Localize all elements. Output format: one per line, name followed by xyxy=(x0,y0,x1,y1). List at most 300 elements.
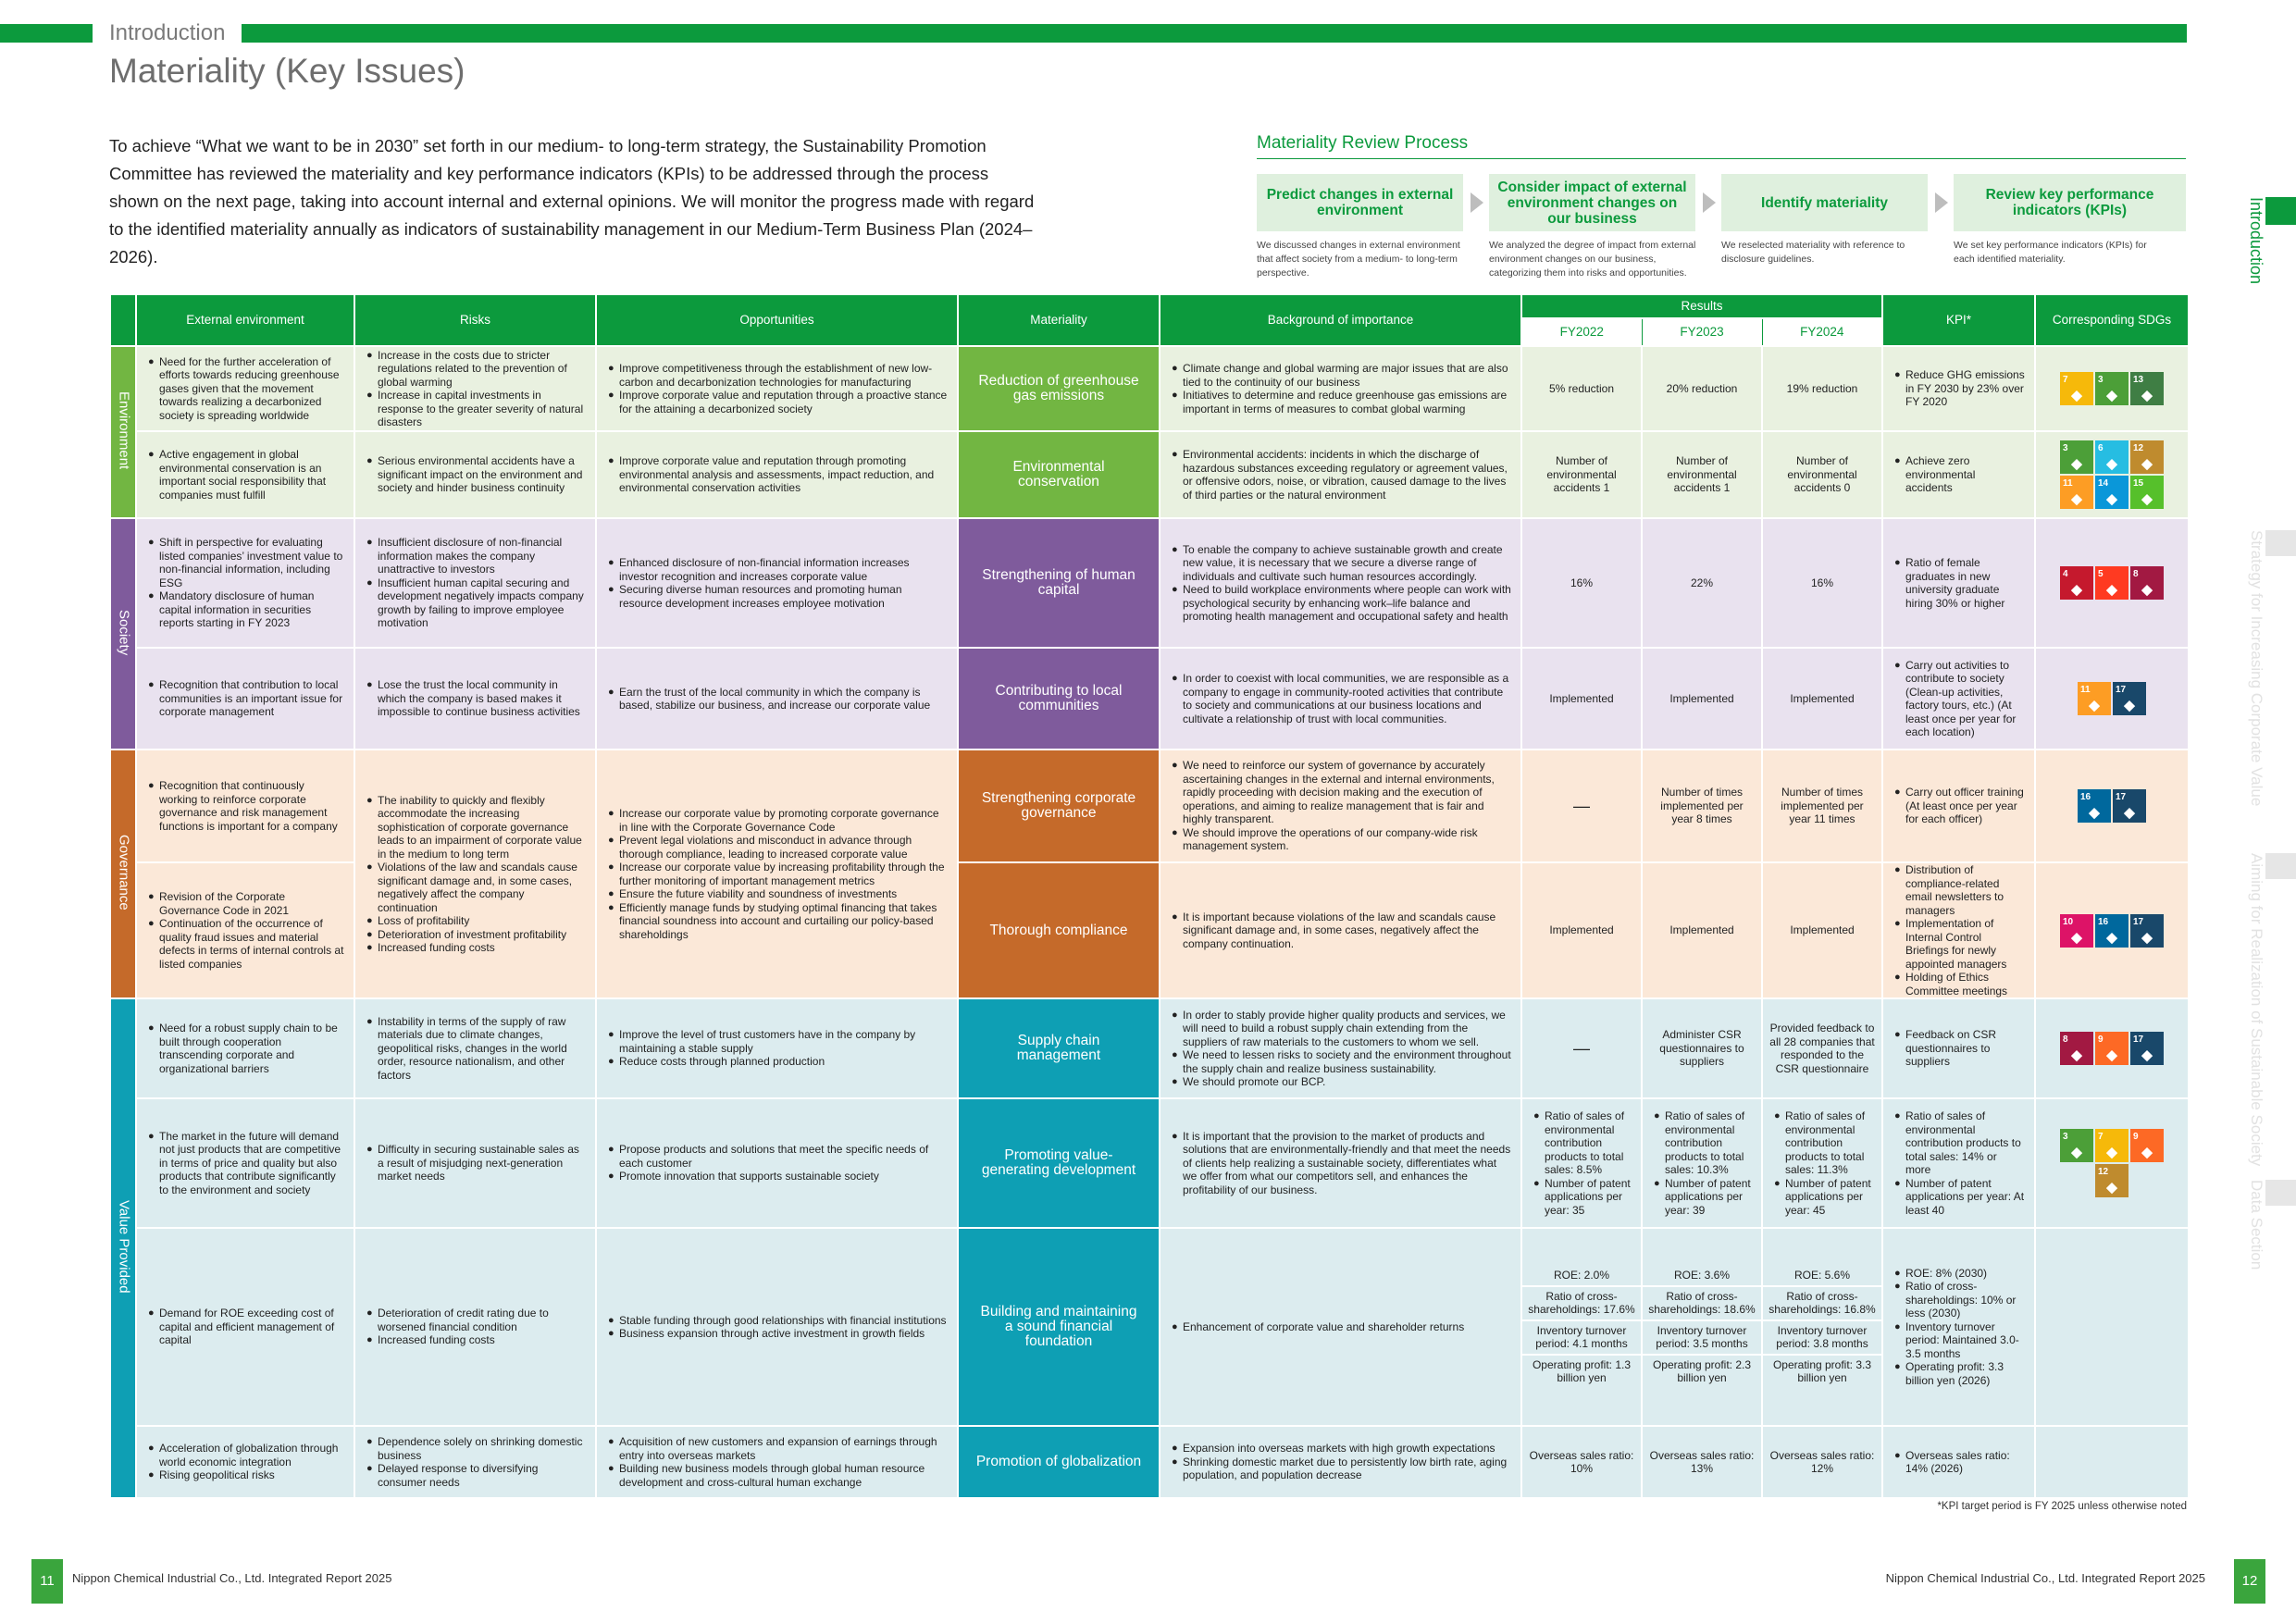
bullet-list xyxy=(359,678,591,719)
sdg-icons xyxy=(2036,1129,2188,1197)
bullet-list xyxy=(141,779,350,833)
sdg-goal-17-icon: 17 ◆ xyxy=(2113,682,2146,715)
external-cell xyxy=(136,648,354,750)
bullet-item: ● Number of patent applications per year: 45 xyxy=(1776,1177,1872,1218)
sdg-goal-10-icon: 10 ◆ xyxy=(2060,914,2093,948)
bullet-item: ● Environmental accidents: incidents in which the discharge of hazardous substances exceeding regulatory or agreement values, or offensive odors, noise, or vibration, caused damage to the lives of third parties or the natural environment xyxy=(1173,448,1511,502)
review-step-label: Consider impact of external environment changes on our business xyxy=(1489,174,1695,231)
bullet-item: ● Need for the further acceleration of efforts towards reducing greenhouse gases given that the movement towards realizing a decarbonized society is spreading worldwide xyxy=(150,355,344,423)
category-label: Environment xyxy=(116,391,132,470)
materiality-cell: Promotion of globalization xyxy=(958,1426,1160,1498)
bullet-item: ● Increased funding costs xyxy=(368,941,586,955)
bullet-item: ● Operating profit: 3.3 billion yen (2026) xyxy=(1896,1360,2025,1387)
bullet-item: ● Enhanced disclosure of non-financial information increases investor recognition and increases corporate value xyxy=(610,556,948,583)
bullet-list xyxy=(141,678,350,719)
sdgs-cell xyxy=(2035,998,2189,1098)
footnote: *KPI target period is FY 2025 unless otherwise noted xyxy=(1937,1501,2187,1512)
sdg-goal-11-icon: 11 ◆ xyxy=(2078,682,2111,715)
materiality-cell: Building and maintaining a sound financial foundation xyxy=(958,1228,1160,1426)
external-cell xyxy=(136,518,354,648)
result-subvalue: Operating profit: 2.3 billion yen xyxy=(1643,1354,1761,1388)
bullet-item: ● Delayed response to diversifying consumer needs xyxy=(368,1462,586,1489)
result-subvalue: Ratio of cross-shareholdings: 16.8% xyxy=(1763,1285,1881,1319)
review-step xyxy=(1257,174,1489,280)
result-cell: Overseas sales ratio: 12% xyxy=(1762,1426,1882,1498)
bullet-item: ● Mandatory disclosure of human capital information in securities reports starting in FY 2023 xyxy=(150,589,344,630)
col-header-opportunities: Opportunities xyxy=(596,294,958,346)
bullet-list xyxy=(1887,556,2030,610)
background-cell xyxy=(1160,346,1521,431)
result-subvalue: Inventory turnover period: 3.5 months xyxy=(1643,1319,1761,1354)
bullet-list xyxy=(359,1307,591,1347)
risks-cell xyxy=(354,1098,596,1228)
bullet-item: ● Improve the level of trust customers have in the company by maintaining a stable supply xyxy=(610,1028,948,1055)
sdg-goal-9-icon: 9 ◆ xyxy=(2095,1032,2128,1065)
sdg-goal-6-icon: 6 ◆ xyxy=(2095,440,2128,474)
result-subvalue: Inventory turnover period: 4.1 months xyxy=(1522,1319,1641,1354)
bullet-item: ● The market in the future will demand not just products that are competitive in terms of price and quality but also products that contribute significantly to the environment and society xyxy=(150,1130,344,1197)
bullet-list xyxy=(141,355,350,423)
kpi-cell xyxy=(1882,1098,2035,1228)
external-cell xyxy=(136,998,354,1098)
risks-cell xyxy=(354,1228,596,1426)
background-cell xyxy=(1160,431,1521,518)
bullet-item: ● Propose products and solutions that meet the specific needs of each customer xyxy=(610,1143,948,1170)
sdgs-cell xyxy=(2035,1426,2189,1498)
bullet-item: ● Serious environmental accidents have a significant impact on the environment and society and hinder business continuity xyxy=(368,454,586,495)
kpi-cell xyxy=(1882,862,2035,998)
col-header-external: External environment xyxy=(136,294,354,346)
bullet-item: ● Carry out officer training (At least once per year for each officer) xyxy=(1896,786,2025,826)
background-cell xyxy=(1160,750,1521,862)
bullet-item: ● Recognition that contribution to local communities is an important issue for corporate management xyxy=(150,678,344,719)
bullet-item: ● Recognition that continuously working to reinforce corporate governance and risk management functions is important for a company xyxy=(150,779,344,833)
bullet-item: ● In order to stably provide higher quality products and services, we will need to build a robust supply chain extending from the suppliers of raw materials to the customers to whom we sell. xyxy=(1173,1009,1511,1049)
bullet-item: ● Reduce costs through planned production xyxy=(610,1055,948,1069)
bullet-item: ● Number of patent applications per year: 39 xyxy=(1656,1177,1752,1218)
table-row xyxy=(110,1228,2189,1426)
bullet-item: ● Shift in perspective for evaluating listed companies’ investment value to non-financial information, including ESG xyxy=(150,536,344,589)
review-step-desc: We analyzed the degree of impact from external environment changes on our business, categorizing them into risks and opportunities. xyxy=(1489,240,1696,279)
bullet-list xyxy=(1164,1009,1517,1089)
bullet-item: ● Achieve zero environmental accidents xyxy=(1896,454,2025,495)
external-cell xyxy=(136,1228,354,1426)
bullet-item: ● We need to lessen risks to society and the environment throughout the supply chain and realize business sustainability. xyxy=(1173,1048,1511,1075)
sdgs-cell xyxy=(2035,1228,2189,1426)
bullet-list xyxy=(601,556,953,610)
col-header-kpi: KPI* xyxy=(1882,294,2035,346)
sdg-goal-7-icon: 7 ◆ xyxy=(2060,372,2093,405)
result-cell: Overseas sales ratio: 10% xyxy=(1521,1426,1642,1498)
opportunities-cell xyxy=(596,346,958,431)
sdg-goal-9-icon: 9 ◆ xyxy=(2130,1129,2164,1162)
sdg-icons xyxy=(2036,372,2188,405)
bullet-list xyxy=(141,1130,350,1197)
category-label: Society xyxy=(116,609,132,655)
bullet-item: ● Instability in terms of the supply of raw materials due to climate changes, geopolitical risks, changes in the world order, resource nationalism, and other factors xyxy=(368,1015,586,1083)
result-subvalue: Ratio of cross-shareholdings: 17.6% xyxy=(1522,1285,1641,1319)
bullet-list xyxy=(141,1022,350,1075)
bullet-list xyxy=(601,686,953,712)
opportunities-cell xyxy=(596,648,958,750)
sdg-goal-17-icon: 17 ◆ xyxy=(2130,914,2164,948)
result-cell: Implemented xyxy=(1521,862,1642,998)
bullet-item: ● Efficiently manage funds by studying optimal financing that takes financial soundness into account and curtailing our policy-based shareholdings xyxy=(610,901,948,942)
sdg-icons xyxy=(2036,682,2188,715)
table-row xyxy=(110,518,2189,648)
result-cell: Implemented xyxy=(1642,648,1762,750)
review-step-label: Identify materiality xyxy=(1721,174,1928,231)
bullet-item: ● Insufficient disclosure of non-financial information makes the company unattractive to investors xyxy=(368,536,586,576)
table-row xyxy=(110,346,2189,431)
bullet-item: ● Increase in capital investments in response to the greater severity of natural disasters xyxy=(368,389,586,429)
bullet-list xyxy=(359,1143,591,1183)
nav-tab[interactable] xyxy=(2265,853,2296,879)
bullet-item: ● Revision of the Corporate Governance Code in 2021 xyxy=(150,890,344,917)
bullet-item: ● Shrinking domestic market due to persistently low birth rate, aging population, and population decrease xyxy=(1173,1456,1511,1482)
result-cell xyxy=(1521,1228,1642,1426)
bullet-item: ● Loss of profitability xyxy=(368,914,586,928)
category-cell xyxy=(110,998,136,1498)
bullet-item: ● Ratio of female graduates in new university graduate hiring 30% or higher xyxy=(1896,556,2025,610)
nav-strategy[interactable]: Strategy for Increasing Corporate Value xyxy=(2248,530,2265,807)
bullet-list xyxy=(1887,1109,2030,1217)
sdg-goal-17-icon: 17 ◆ xyxy=(2113,789,2146,823)
result-cell: Implemented xyxy=(1521,648,1642,750)
corner-cell xyxy=(110,294,136,346)
sdg-goal-11-icon: 11 ◆ xyxy=(2060,476,2093,509)
table-row xyxy=(110,431,2189,518)
result-cell: Implemented xyxy=(1642,862,1762,998)
background-cell xyxy=(1160,1228,1521,1426)
risks-cell xyxy=(354,1426,596,1498)
result-cell: Implemented xyxy=(1762,862,1882,998)
bullet-list xyxy=(1887,659,2030,739)
bullet-item: ● Increased funding costs xyxy=(368,1333,586,1347)
bullet-list xyxy=(1646,1109,1757,1217)
sdg-goal-16-icon: 16 ◆ xyxy=(2078,789,2111,823)
materiality-cell: Supply chain management xyxy=(958,998,1160,1098)
sdg-goal-3-icon: 3 ◆ xyxy=(2060,1129,2093,1162)
result-cell: — xyxy=(1521,750,1642,862)
sdgs-cell xyxy=(2035,648,2189,750)
category-label: Value Provided xyxy=(116,1199,132,1294)
sdg-goal-15-icon: 15 ◆ xyxy=(2130,476,2164,509)
arrow-right-icon xyxy=(1471,192,1483,213)
sdg-icons xyxy=(2036,789,2188,823)
bullet-item: ● It is important that the provision to the market of products and solutions that are environmentally-friendly and that meet the needs of clients help realizing a sustainable society, differentiates what we offer from what our competitors sell, and enhances the profitability of our business. xyxy=(1173,1130,1511,1197)
col-header-fy2022: FY2022 xyxy=(1521,318,1642,346)
result-cell: Overseas sales ratio: 13% xyxy=(1642,1426,1762,1498)
category-cell xyxy=(110,518,136,750)
sdg-goal-3-icon: 3 ◆ xyxy=(2095,372,2128,405)
bullet-item: ● Dependence solely on shrinking domestic business xyxy=(368,1435,586,1462)
bullet-item: ● Expansion into overseas markets with high growth expectations xyxy=(1173,1442,1511,1456)
bullet-item: ● Business expansion through active investment in growth fields xyxy=(610,1327,948,1341)
col-header-results: Results xyxy=(1521,294,1882,318)
background-cell xyxy=(1160,648,1521,750)
bullet-item: ● To enable the company to achieve sustainable growth and create new value, it is necessary that we secure a diverse range of individuals and cultivate such human resources accordingly. xyxy=(1173,543,1511,584)
external-cell xyxy=(136,346,354,431)
bullet-item: ● Prevent legal violations and misconduct in advance through thorough compliance, leading to increased corporate value xyxy=(610,834,948,861)
result-cell: 22% xyxy=(1642,518,1762,648)
result-cell: Number of environmental accidents 1 xyxy=(1521,431,1642,518)
bullet-list xyxy=(1887,863,2030,997)
kpi-cell xyxy=(1882,1228,2035,1426)
risks-cell xyxy=(354,431,596,518)
bullet-item: ● Difficulty in securing sustainable sales as a result of misjudging next-generation market needs xyxy=(368,1143,586,1183)
risks-cell xyxy=(354,346,596,431)
bullet-item: ● Rising geopolitical risks xyxy=(150,1468,344,1482)
opportunities-cell xyxy=(596,1228,958,1426)
nav-tab-active[interactable] xyxy=(2265,197,2296,225)
bullet-item: ● Number of patent applications per year: At least 40 xyxy=(1896,1177,2025,1218)
bullet-list xyxy=(601,1028,953,1069)
footer-right: Nippon Chemical Industrial Co., Ltd. Integrated Report 2025 xyxy=(1885,1571,2205,1585)
sdgs-cell xyxy=(2035,862,2189,998)
bullet-item: ● Distribution of compliance-related email newsletters to managers xyxy=(1896,863,2025,917)
bullet-item: ● Increase in the costs due to stricter regulations related to the prevention of global warming xyxy=(368,349,586,390)
result-cell: 5% reduction xyxy=(1521,346,1642,431)
bullet-item: ● In order to coexist with local communities, we are responsible as a company to engage in community-rooted activities that contribute to society and communications at our business locations and cultivate a relationship of trust with local communities. xyxy=(1173,672,1511,725)
bullet-item: ● Overseas sales ratio: 14% (2026) xyxy=(1896,1449,2025,1476)
materiality-cell: Thorough compliance xyxy=(958,862,1160,998)
bullet-list xyxy=(141,890,350,971)
category-cell xyxy=(110,750,136,998)
bullet-list xyxy=(141,448,350,502)
result-subvalue: ROE: 5.6% xyxy=(1793,1269,1851,1282)
sdg-goal-4-icon: 4 ◆ xyxy=(2060,566,2093,600)
external-cell xyxy=(136,1098,354,1228)
bullet-list xyxy=(1887,1028,2030,1069)
kpi-cell xyxy=(1882,346,2035,431)
bullet-item: ● Ratio of sales of environmental contribution products to total sales: 14% or more xyxy=(1896,1109,2025,1177)
sdg-goal-5-icon: 5 ◆ xyxy=(2095,566,2128,600)
bullet-item: ● Ratio of sales of environmental contribution products to total sales: 8.5% xyxy=(1535,1109,1632,1177)
bullet-item: ● Number of patent applications per year: 35 xyxy=(1535,1177,1632,1218)
review-step-desc: We set key performance indicators (KPIs) for each identified materiality. xyxy=(1954,240,2147,265)
bullet-item: ● Ratio of sales of environmental contribution products to total sales: 11.3% xyxy=(1776,1109,1872,1177)
materiality-cell: Reduction of greenhouse gas emissions xyxy=(958,346,1160,431)
risks-cell xyxy=(354,518,596,648)
result-subvalue: Operating profit: 1.3 billion yen xyxy=(1522,1354,1641,1388)
sdg-goal-8-icon: 8 ◆ xyxy=(2130,566,2164,600)
bullet-item: ● Active engagement in global environmental conservation is an important social responsibility that companies must fulfill xyxy=(150,448,344,502)
opportunities-cell xyxy=(596,750,958,998)
result-cell: 20% reduction xyxy=(1642,346,1762,431)
bullet-item: ● We should promote our BCP. xyxy=(1173,1075,1511,1089)
bullet-item: ● Need for a robust supply chain to be built through cooperation transcending corporate and organizational barriers xyxy=(150,1022,344,1075)
bullet-list xyxy=(1164,362,1517,415)
bullet-list xyxy=(601,454,953,495)
sdgs-cell xyxy=(2035,1098,2189,1228)
result-subvalue: ROE: 3.6% xyxy=(1673,1269,1731,1282)
col-header-sdgs: Corresponding SDGs xyxy=(2035,294,2189,346)
result-cell: Number of times implemented per year 11 times xyxy=(1762,750,1882,862)
bullet-item: ● Demand for ROE exceeding cost of capital and efficient management of capital xyxy=(150,1307,344,1347)
sdgs-cell xyxy=(2035,750,2189,862)
materiality-review-process xyxy=(1257,133,2186,280)
bullet-list xyxy=(601,807,953,941)
bullet-item: ● Stable funding through good relationships with financial institutions xyxy=(610,1314,948,1328)
page-title: Materiality (Key Issues) xyxy=(109,52,465,90)
result-cell: Number of times implemented per year 8 times xyxy=(1642,750,1762,862)
top-bar xyxy=(0,24,2187,43)
bullet-item: ● Ratio of cross-shareholdings: 10% or less (2030) xyxy=(1896,1280,2025,1320)
sdg-goal-14-icon: 14 ◆ xyxy=(2095,476,2128,509)
bullet-list xyxy=(1887,786,2030,826)
arrow-right-icon xyxy=(1703,192,1716,213)
bullet-item: ● Climate change and global warming are major issues that are also tied to the continuity of our business xyxy=(1173,362,1511,389)
page-number-left: 11 xyxy=(31,1559,63,1604)
kpi-cell xyxy=(1882,518,2035,648)
bullet-list xyxy=(359,536,591,630)
background-cell xyxy=(1160,998,1521,1098)
bullet-list xyxy=(359,794,591,955)
external-cell xyxy=(136,862,354,998)
bullet-list xyxy=(359,454,591,495)
bullet-item: ● Deterioration of credit rating due to worsened financial condition xyxy=(368,1307,586,1333)
bullet-item: ● Insufficient human capital securing and development negatively impacts company growth by failing to improve employee motivation xyxy=(368,576,586,630)
col-header-risks: Risks xyxy=(354,294,596,346)
review-step xyxy=(1954,174,2186,280)
sdg-goal-16-icon: 16 ◆ xyxy=(2095,914,2128,948)
result-cell: Administer CSR questionnaires to suppliers xyxy=(1642,998,1762,1098)
footer-left: Nippon Chemical Industrial Co., Ltd. Integrated Report 2025 xyxy=(72,1571,392,1585)
sdg-goal-12-icon: 12 ◆ xyxy=(2130,440,2164,474)
bullet-list xyxy=(601,1143,953,1183)
sdg-icons xyxy=(2036,440,2188,509)
opportunities-cell xyxy=(596,518,958,648)
review-step-label: Review key performance indicators (KPIs) xyxy=(1954,174,2186,231)
result-subvalue: Inventory turnover period: 3.8 months xyxy=(1763,1319,1881,1354)
bullet-item: ● Earn the trust of the local community in which the company is based, stabilize our business, and increase our corporate value xyxy=(610,686,948,712)
bullet-list xyxy=(1887,1267,2030,1388)
sdg-goal-13-icon: 13 ◆ xyxy=(2130,372,2164,405)
external-cell xyxy=(136,750,354,862)
sdg-goal-7-icon: 7 ◆ xyxy=(2095,1129,2128,1162)
bullet-item: ● Ensure the future viability and soundness of investments xyxy=(610,887,948,901)
section-label: Introduction xyxy=(93,20,242,46)
table-row xyxy=(110,750,2189,862)
category-cell xyxy=(110,346,136,518)
bullet-list xyxy=(1164,759,1517,853)
review-step-desc: We discussed changes in external environment that affect society from a medium- to long-term perspective. xyxy=(1257,240,1460,279)
bullet-list xyxy=(601,1314,953,1341)
opportunities-cell xyxy=(596,1098,958,1228)
sdg-icons xyxy=(2036,566,2188,600)
bullet-item: ● It is important because violations of the law and scandals cause significant damage and, in some cases, negatively affect the company continuation. xyxy=(1173,911,1511,951)
result-cell: 19% reduction xyxy=(1762,346,1882,431)
table-row xyxy=(110,998,2189,1098)
risks-cell xyxy=(354,750,596,998)
bullet-item: ● Carry out activities to contribute to society (Clean-up activities, factory tours, etc.) (At least once per year for each location) xyxy=(1896,659,2025,739)
bullet-item: ● Lose the trust the local community in which the company is based makes it impossible to continue business activities xyxy=(368,678,586,719)
nav-introduction[interactable]: Introduction xyxy=(2247,197,2265,285)
bullet-list xyxy=(359,1015,591,1083)
opportunities-cell xyxy=(596,998,958,1098)
bullet-item: ● Feedback on CSR questionnaires to suppliers xyxy=(1896,1028,2025,1069)
sdg-goal-12-icon: 12 ◆ xyxy=(2095,1164,2128,1197)
bullet-list xyxy=(1887,454,2030,495)
bullet-item: ● ROE: 8% (2030) xyxy=(1896,1267,2025,1281)
sdg-goal-17-icon: 17 ◆ xyxy=(2130,1032,2164,1065)
materiality-cell: Promoting value-generating development xyxy=(958,1098,1160,1228)
kpi-cell xyxy=(1882,431,2035,518)
result-cell xyxy=(1521,1098,1642,1228)
bullet-item: ● Securing diverse human resources and promoting human resource development increases employee motivation xyxy=(610,583,948,610)
bullet-item: ● Deterioration of investment profitability xyxy=(368,928,586,942)
result-cell: 16% xyxy=(1762,518,1882,648)
bullet-list xyxy=(1164,911,1517,951)
bullet-list xyxy=(601,1435,953,1489)
table-row xyxy=(110,1098,2189,1228)
bullet-list xyxy=(1887,1449,2030,1476)
bullet-item: ● Promote innovation that supports sustainable society xyxy=(610,1170,948,1183)
sdgs-cell xyxy=(2035,518,2189,648)
bullet-item: ● We need to reinforce our system of governance by accurately ascertaining changes in the external and internal environments, rapidly proceeding with decision making and the execution of operations, and aiming to realize management that is fair and highly transparent. xyxy=(1173,759,1511,826)
bullet-list xyxy=(601,362,953,415)
sdgs-cell xyxy=(2035,346,2189,431)
background-cell xyxy=(1160,518,1521,648)
materiality-cell: Strengthening of human capital xyxy=(958,518,1160,648)
col-header-fy2024: FY2024 xyxy=(1762,318,1882,346)
result-cell: Number of environmental accidents 0 xyxy=(1762,431,1882,518)
result-cell xyxy=(1762,1228,1882,1426)
result-subvalue: Ratio of cross-shareholdings: 18.6% xyxy=(1643,1285,1761,1319)
bullet-item: ● Continuation of the occurrence of quality fraud issues and material defects in terms of internal controls at listed companies xyxy=(150,917,344,971)
bullet-list xyxy=(1164,1442,1517,1482)
category-label: Governance xyxy=(116,834,132,911)
nav-tab[interactable] xyxy=(2265,530,2296,556)
table-row xyxy=(110,1426,2189,1498)
materiality-cell: Strengthening corporate governance xyxy=(958,750,1160,862)
bullet-list xyxy=(141,1307,350,1347)
arrow-right-icon xyxy=(1935,192,1948,213)
result-cell: Number of environmental accidents 1 xyxy=(1642,431,1762,518)
materiality-cell: Contributing to local communities xyxy=(958,648,1160,750)
bullet-item: ● Holding of Ethics Committee meetings xyxy=(1896,971,2025,997)
table-row xyxy=(110,648,2189,750)
bullet-item: ● Improve competitiveness through the establishment of new low-carbon and decarbonization technologies for manufacturing xyxy=(610,362,948,389)
bullet-list xyxy=(1164,1130,1517,1197)
bullet-item: ● Violations of the law and scandals cause significant damage and, in some cases, negatively affect the company continuation xyxy=(368,861,586,914)
bullet-item: ● Building new business models through global human resource development and cross-cultural human exchange xyxy=(610,1462,948,1489)
sdg-goal-8-icon: 8 ◆ xyxy=(2060,1032,2093,1065)
kpi-cell xyxy=(1882,648,2035,750)
nav-tab[interactable] xyxy=(2265,1180,2296,1206)
bullet-list xyxy=(1164,1320,1517,1334)
review-step-desc: We reselected materiality with reference to disclosure guidelines. xyxy=(1721,240,1905,265)
col-header-background: Background of importance xyxy=(1160,294,1521,346)
risks-cell xyxy=(354,648,596,750)
result-subvalue: ROE: 2.0% xyxy=(1553,1269,1610,1282)
bullet-list xyxy=(141,536,350,630)
bullet-item: ● Acquisition of new customers and expansion of earnings through entry into overseas markets xyxy=(610,1435,948,1462)
bullet-item: ● Reduce GHG emissions in FY 2030 by 23% over FY 2020 xyxy=(1896,368,2025,409)
bullet-list xyxy=(1164,448,1517,502)
result-cell xyxy=(1642,1098,1762,1228)
col-header-fy2023: FY2023 xyxy=(1642,318,1762,346)
nav-data[interactable]: Data Section xyxy=(2248,1180,2265,1270)
nav-aiming[interactable]: Aiming for Realization of Sustainable Society xyxy=(2248,853,2265,1167)
review-step xyxy=(1721,174,1954,280)
bullet-list xyxy=(359,1435,591,1489)
intro-paragraph: To achieve “What we want to be in 2030” set forth in our medium- to long-term strategy, the Sustainability Promotion Committee has reviewed the materiality and key performance indicators (KPIs) to be addressed through the process shown on the next page, taking into account internal and external opinions. We will monitor the progress made with regard to the identified materiality annually as indicators of sustainability management in our Medium-Term Business Plan (2024–2026). xyxy=(109,136,1035,266)
bullet-item: ● The inability to quickly and flexibly accommodate the increasing sophistication of corporate governance leads to an impairment of corporate value in the medium to long term xyxy=(368,794,586,861)
result-cell: — xyxy=(1521,998,1642,1098)
background-cell xyxy=(1160,862,1521,998)
